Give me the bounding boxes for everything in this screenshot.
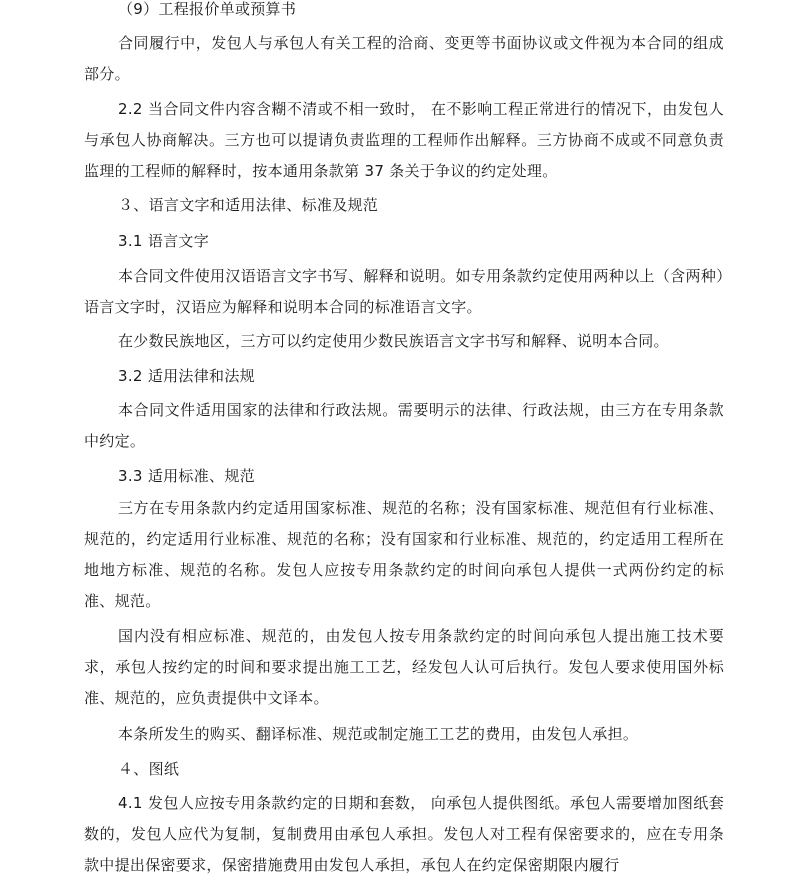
- paragraph-4-1-drawings: 4.1 发包人应按专用条款约定的日期和套数， 向承包人提供图纸。承包人需要增加图纸套数的，发包人应代为复制，复制费用由承包人承担。发包人对工程有保密要求的，应在专用条款中提出保密要求，保密措施费用由发包人承担，承包人在约定保密期限内履行: [84, 794, 724, 874]
- paragraph-3-3-standards: 三方在专用条款内约定适用国家标准、规范的名称；没有国家标准、规范但有行业标准、规范的，约定适用行业标准、规范的名称；没有国家和行业标准、规范的，约定适用工程所在地地方标准、规范的名称。发包人应按专用条款约定的时间向承包人提供一式两份约定的标准、规范。: [84, 499, 724, 610]
- section-heading-3: ３、语言文字和适用法律、标准及规范: [118, 196, 379, 214]
- section-heading-4: ４、图纸: [118, 760, 180, 778]
- subheading-3-1: 3.1 语言文字: [118, 232, 210, 250]
- paragraph-minority-regions: 在少数民族地区，三方可以约定使用少数民族语言文字书写和解释、说明本合同。: [118, 332, 669, 350]
- paragraph-3-1-language: 本合同文件使用汉语语言文字书写、解释和说明。如专用条款约定使用两种以上（含两种）语言文字时，汉语应为解释和说明本合同的标准语言文字。: [84, 267, 724, 316]
- paragraph-costs: 本条所发生的购买、翻译标准、规范或制定施工工艺的费用，由发包人承担。: [118, 725, 639, 743]
- subheading-3-3: 3.3 适用标准、规范: [118, 467, 255, 485]
- list-item-quotation: （9）工程报价单或预算书: [118, 0, 297, 18]
- paragraph-contract-performance: 合同履行中，发包人与承包人有关工程的洽商、变更等书面协议或文件视为本合同的组成部分。: [84, 34, 724, 83]
- paragraph-3-2-law: 本合同文件适用国家的法律和行政法规。需要明示的法律、行政法规，由三方在专用条款中约定。: [84, 401, 724, 450]
- paragraph-domestic-standards: 国内没有相应标准、规范的，由发包人按专用条款约定的时间向承包人提出施工技术要求，承包人按约定的时间和要求提出施工工艺，经发包人认可后执行。发包人要求使用国外标准、规范的，应负责提供中文译本。: [84, 627, 724, 707]
- subheading-3-2: 3.2 适用法律和法规: [118, 367, 255, 385]
- paragraph-2-2: 2.2 当合同文件内容含糊不清或不相一致时， 在不影响工程正常进行的情况下，由发包人与承包人协商解决。三方也可以提请负责监理的工程师作出解释。三方协商不成或不同意负责监理的工程师的解释时，按本通用条款第 37 条关于争议的约定处理。: [84, 100, 724, 180]
